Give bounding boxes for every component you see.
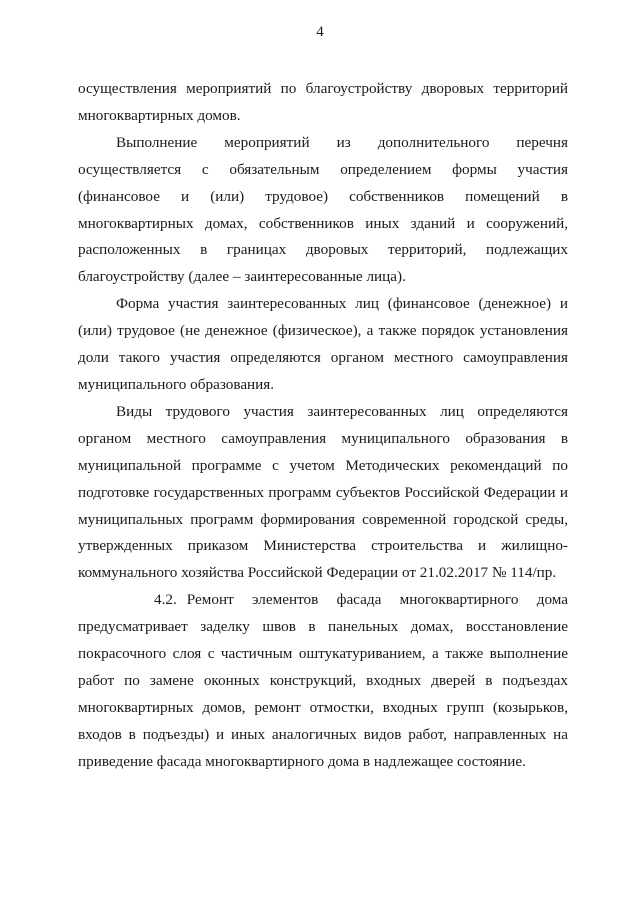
clause-number: 4.2.: [154, 591, 177, 609]
page-number: 4: [316, 24, 324, 40]
paragraph-labor-participation: Виды трудового участия заинтересованных лиц определяются органом местного самоуправления муниципального образования в муниципальной программе с учетом Методических рекомендаций по подготовке государственных программ субъектов Российской Федерации и муниципальных программ формирования современной городской среды, утвержденных приказом Министерства строительства и жилищно-коммунального хозяйства Российской Федерации от 21.02.2017 № 114/пр.: [78, 402, 568, 582]
document-body: [78, 76, 568, 776]
paragraph-participation-form: Форма участия заинтересованных лиц (финансовое (денежное) и (или) трудовое (не денежное (физическое), а также порядок установления доли такого участия определяются органом местного самоуправления муниципального образования.: [78, 295, 568, 393]
clause-text: Ремонт элементов фасада многоквартирного дома предусматривает заделку швов в панельных домах, восстановление покрасочного слоя с частичным оштукатуриванием, а также выполнение работ по замене оконных конструкций, входных дверей в подъездах многоквартирных домов, ремонт отмостки, входных групп (козырьков, входов в подъезды) и иных аналогичных видов работ, направленных на приведение фасада многоквартирного дома в надлежащее состояние.: [78, 591, 568, 770]
paragraph-continuation: осуществления мероприятий по благоустройству дворовых территорий многоквартирных домов.: [78, 80, 568, 124]
paragraph-additional-list: Выполнение мероприятий из дополнительного перечня осуществляется с обязательным определением формы участия (финансовое и (или) трудовое) собственников помещений в многоквартирных домах, собственников иных зданий и сооружений, расположенных в границах дворовых территорий, подлежащих благоустройству (далее – заинтересованные лица).: [78, 133, 568, 286]
paragraph-facade-repair: [78, 587, 568, 775]
